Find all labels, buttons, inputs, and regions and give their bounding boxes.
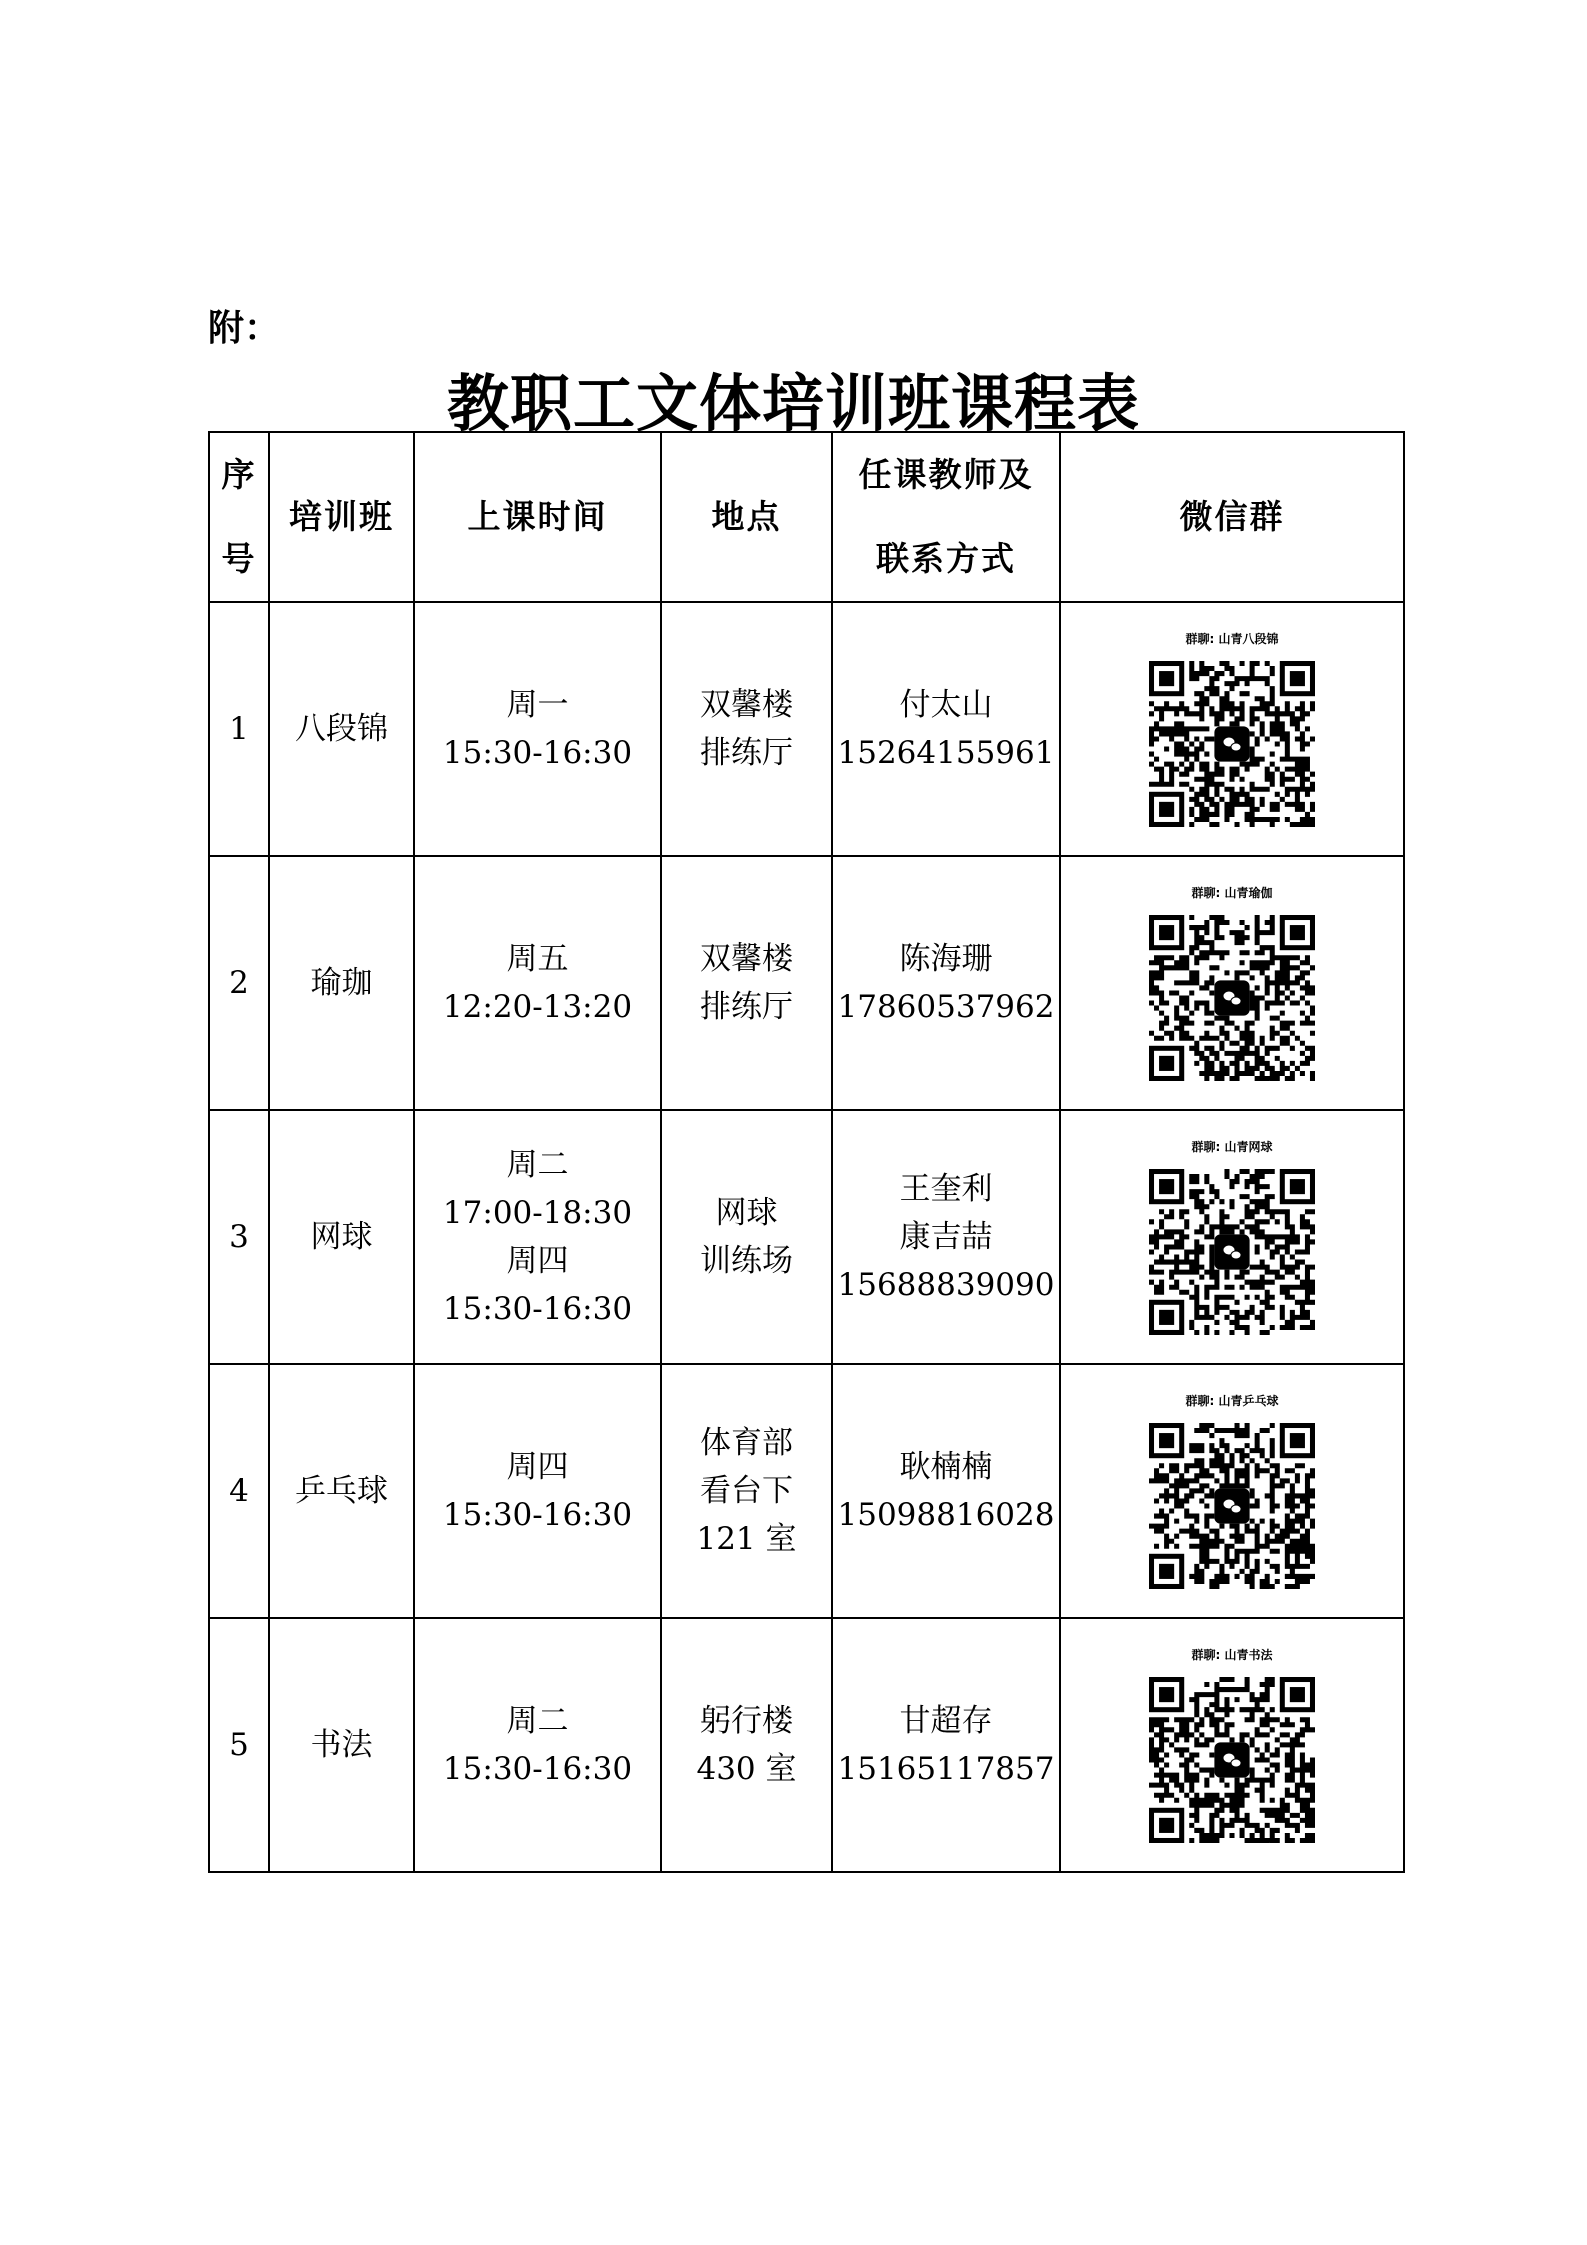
- time-line: 周一: [506, 687, 569, 723]
- cell-location: [661, 1618, 832, 1872]
- cell-class: 网球: [269, 1110, 414, 1364]
- time-line: 周四: [506, 1243, 569, 1279]
- header-wechat: 微信群: [1060, 432, 1404, 602]
- location-line: 双馨楼: [700, 687, 793, 723]
- schedule-table: [208, 431, 1405, 1873]
- location-line: 排练厅: [700, 989, 793, 1025]
- cell-wechat-qr: [1060, 602, 1404, 856]
- location-line: 双馨楼: [700, 941, 793, 977]
- location-line: 体育部: [700, 1425, 793, 1461]
- cell-teacher: [832, 1110, 1060, 1364]
- header-index: [209, 432, 269, 602]
- time-line: 12:20-13:20: [442, 989, 633, 1025]
- teacher-line: 康吉喆: [899, 1219, 993, 1255]
- teacher-line: 耿楠楠: [899, 1449, 993, 1485]
- cell-time: [414, 602, 661, 856]
- qr-code-image[interactable]: [1149, 1677, 1315, 1843]
- header-teacher-line2: 联系方式: [876, 539, 1016, 578]
- time-line: 周二: [506, 1703, 569, 1739]
- cell-class: 八段锦: [269, 602, 414, 856]
- cell-index: 1: [209, 602, 269, 856]
- cell-location: [661, 602, 832, 856]
- time-line: 15:30-16:30: [442, 1497, 633, 1533]
- cell-teacher: [832, 602, 1060, 856]
- qr-block: [1061, 885, 1403, 1081]
- cell-time: [414, 1364, 661, 1618]
- header-class: 培训班: [269, 432, 414, 602]
- cell-location: [661, 1110, 832, 1364]
- cell-wechat-qr: [1060, 1618, 1404, 1872]
- time-line: 周二: [506, 1147, 569, 1183]
- header-teacher: [832, 432, 1060, 602]
- qr-code-image[interactable]: [1149, 915, 1315, 1081]
- qr-block: [1061, 1393, 1403, 1589]
- location-line: 121 室: [696, 1521, 797, 1557]
- teacher-line: 王奎利: [899, 1171, 993, 1207]
- appendix-label: 附：: [208, 307, 281, 349]
- location-line: 430 室: [696, 1751, 797, 1787]
- qr-block: [1061, 631, 1403, 827]
- cell-index: 3: [209, 1110, 269, 1364]
- teacher-line: 15688839090: [837, 1267, 1055, 1303]
- cell-wechat-qr: [1060, 1110, 1404, 1364]
- time-line: 17:00-18:30: [442, 1195, 633, 1231]
- location-line: 排练厅: [700, 735, 793, 771]
- location-line: 看台下: [700, 1473, 793, 1509]
- header-teacher-line1: 任课教师及: [858, 455, 1034, 494]
- cell-time: [414, 1110, 661, 1364]
- location-line: 躬行楼: [700, 1703, 793, 1739]
- teacher-line: 陈海珊: [899, 941, 993, 977]
- wechat-icon: [1214, 726, 1249, 761]
- teacher-line: 甘超存: [899, 1703, 993, 1739]
- table-row: [209, 1618, 1404, 1872]
- table-row: [209, 1110, 1404, 1364]
- location-line: 网球: [715, 1195, 778, 1231]
- cell-location: [661, 1364, 832, 1618]
- qr-code-image[interactable]: [1149, 1423, 1315, 1589]
- cell-location: [661, 856, 832, 1110]
- time-line: 15:30-16:30: [442, 1751, 633, 1787]
- qr-caption: 群聊: 山青网球: [1191, 1140, 1273, 1154]
- teacher-line: 17860537962: [837, 989, 1055, 1025]
- header-index-line1: 序: [221, 455, 257, 494]
- qr-caption: 群聊: 山青乒乓球: [1185, 1394, 1279, 1408]
- cell-index: 5: [209, 1618, 269, 1872]
- qr-code-image[interactable]: [1149, 661, 1315, 827]
- time-line: 15:30-16:30: [442, 1291, 633, 1327]
- time-line: 15:30-16:30: [442, 735, 633, 771]
- header-index-line2: 号: [221, 539, 257, 578]
- teacher-line: 15098816028: [837, 1497, 1055, 1533]
- cell-class: 书法: [269, 1618, 414, 1872]
- cell-teacher: [832, 856, 1060, 1110]
- time-line: 周四: [506, 1449, 569, 1485]
- table-row: [209, 602, 1404, 856]
- qr-block: [1061, 1647, 1403, 1843]
- qr-block: [1061, 1139, 1403, 1335]
- cell-teacher: [832, 1364, 1060, 1618]
- table-row: [209, 1364, 1404, 1618]
- qr-caption: 群聊: 山青八段锦: [1185, 632, 1279, 646]
- wechat-icon: [1214, 1234, 1249, 1269]
- wechat-icon: [1214, 1488, 1249, 1523]
- table-row: [209, 856, 1404, 1110]
- qr-caption: 群聊: 山青书法: [1191, 1648, 1273, 1662]
- page-title: 教职工文体培训班课程表: [446, 367, 1140, 440]
- wechat-icon: [1214, 980, 1249, 1015]
- header-time: 上课时间: [414, 432, 661, 602]
- teacher-line: 15264155961: [837, 735, 1055, 771]
- header-location: 地点: [661, 432, 832, 602]
- qr-code-image[interactable]: [1149, 1169, 1315, 1335]
- qr-caption: 群聊: 山青瑜伽: [1191, 886, 1273, 900]
- wechat-icon: [1214, 1742, 1249, 1777]
- cell-wechat-qr: [1060, 1364, 1404, 1618]
- cell-wechat-qr: [1060, 856, 1404, 1110]
- cell-index: 2: [209, 856, 269, 1110]
- cell-teacher: [832, 1618, 1060, 1872]
- cell-class: 乒乓球: [269, 1364, 414, 1618]
- cell-time: [414, 1618, 661, 1872]
- cell-class: 瑜珈: [269, 856, 414, 1110]
- header-row: [209, 432, 1404, 602]
- cell-index: 4: [209, 1364, 269, 1618]
- time-line: 周五: [506, 941, 569, 977]
- teacher-line: 付太山: [899, 687, 993, 723]
- location-line: 训练场: [700, 1243, 793, 1279]
- teacher-line: 15165117857: [837, 1751, 1055, 1787]
- cell-time: [414, 856, 661, 1110]
